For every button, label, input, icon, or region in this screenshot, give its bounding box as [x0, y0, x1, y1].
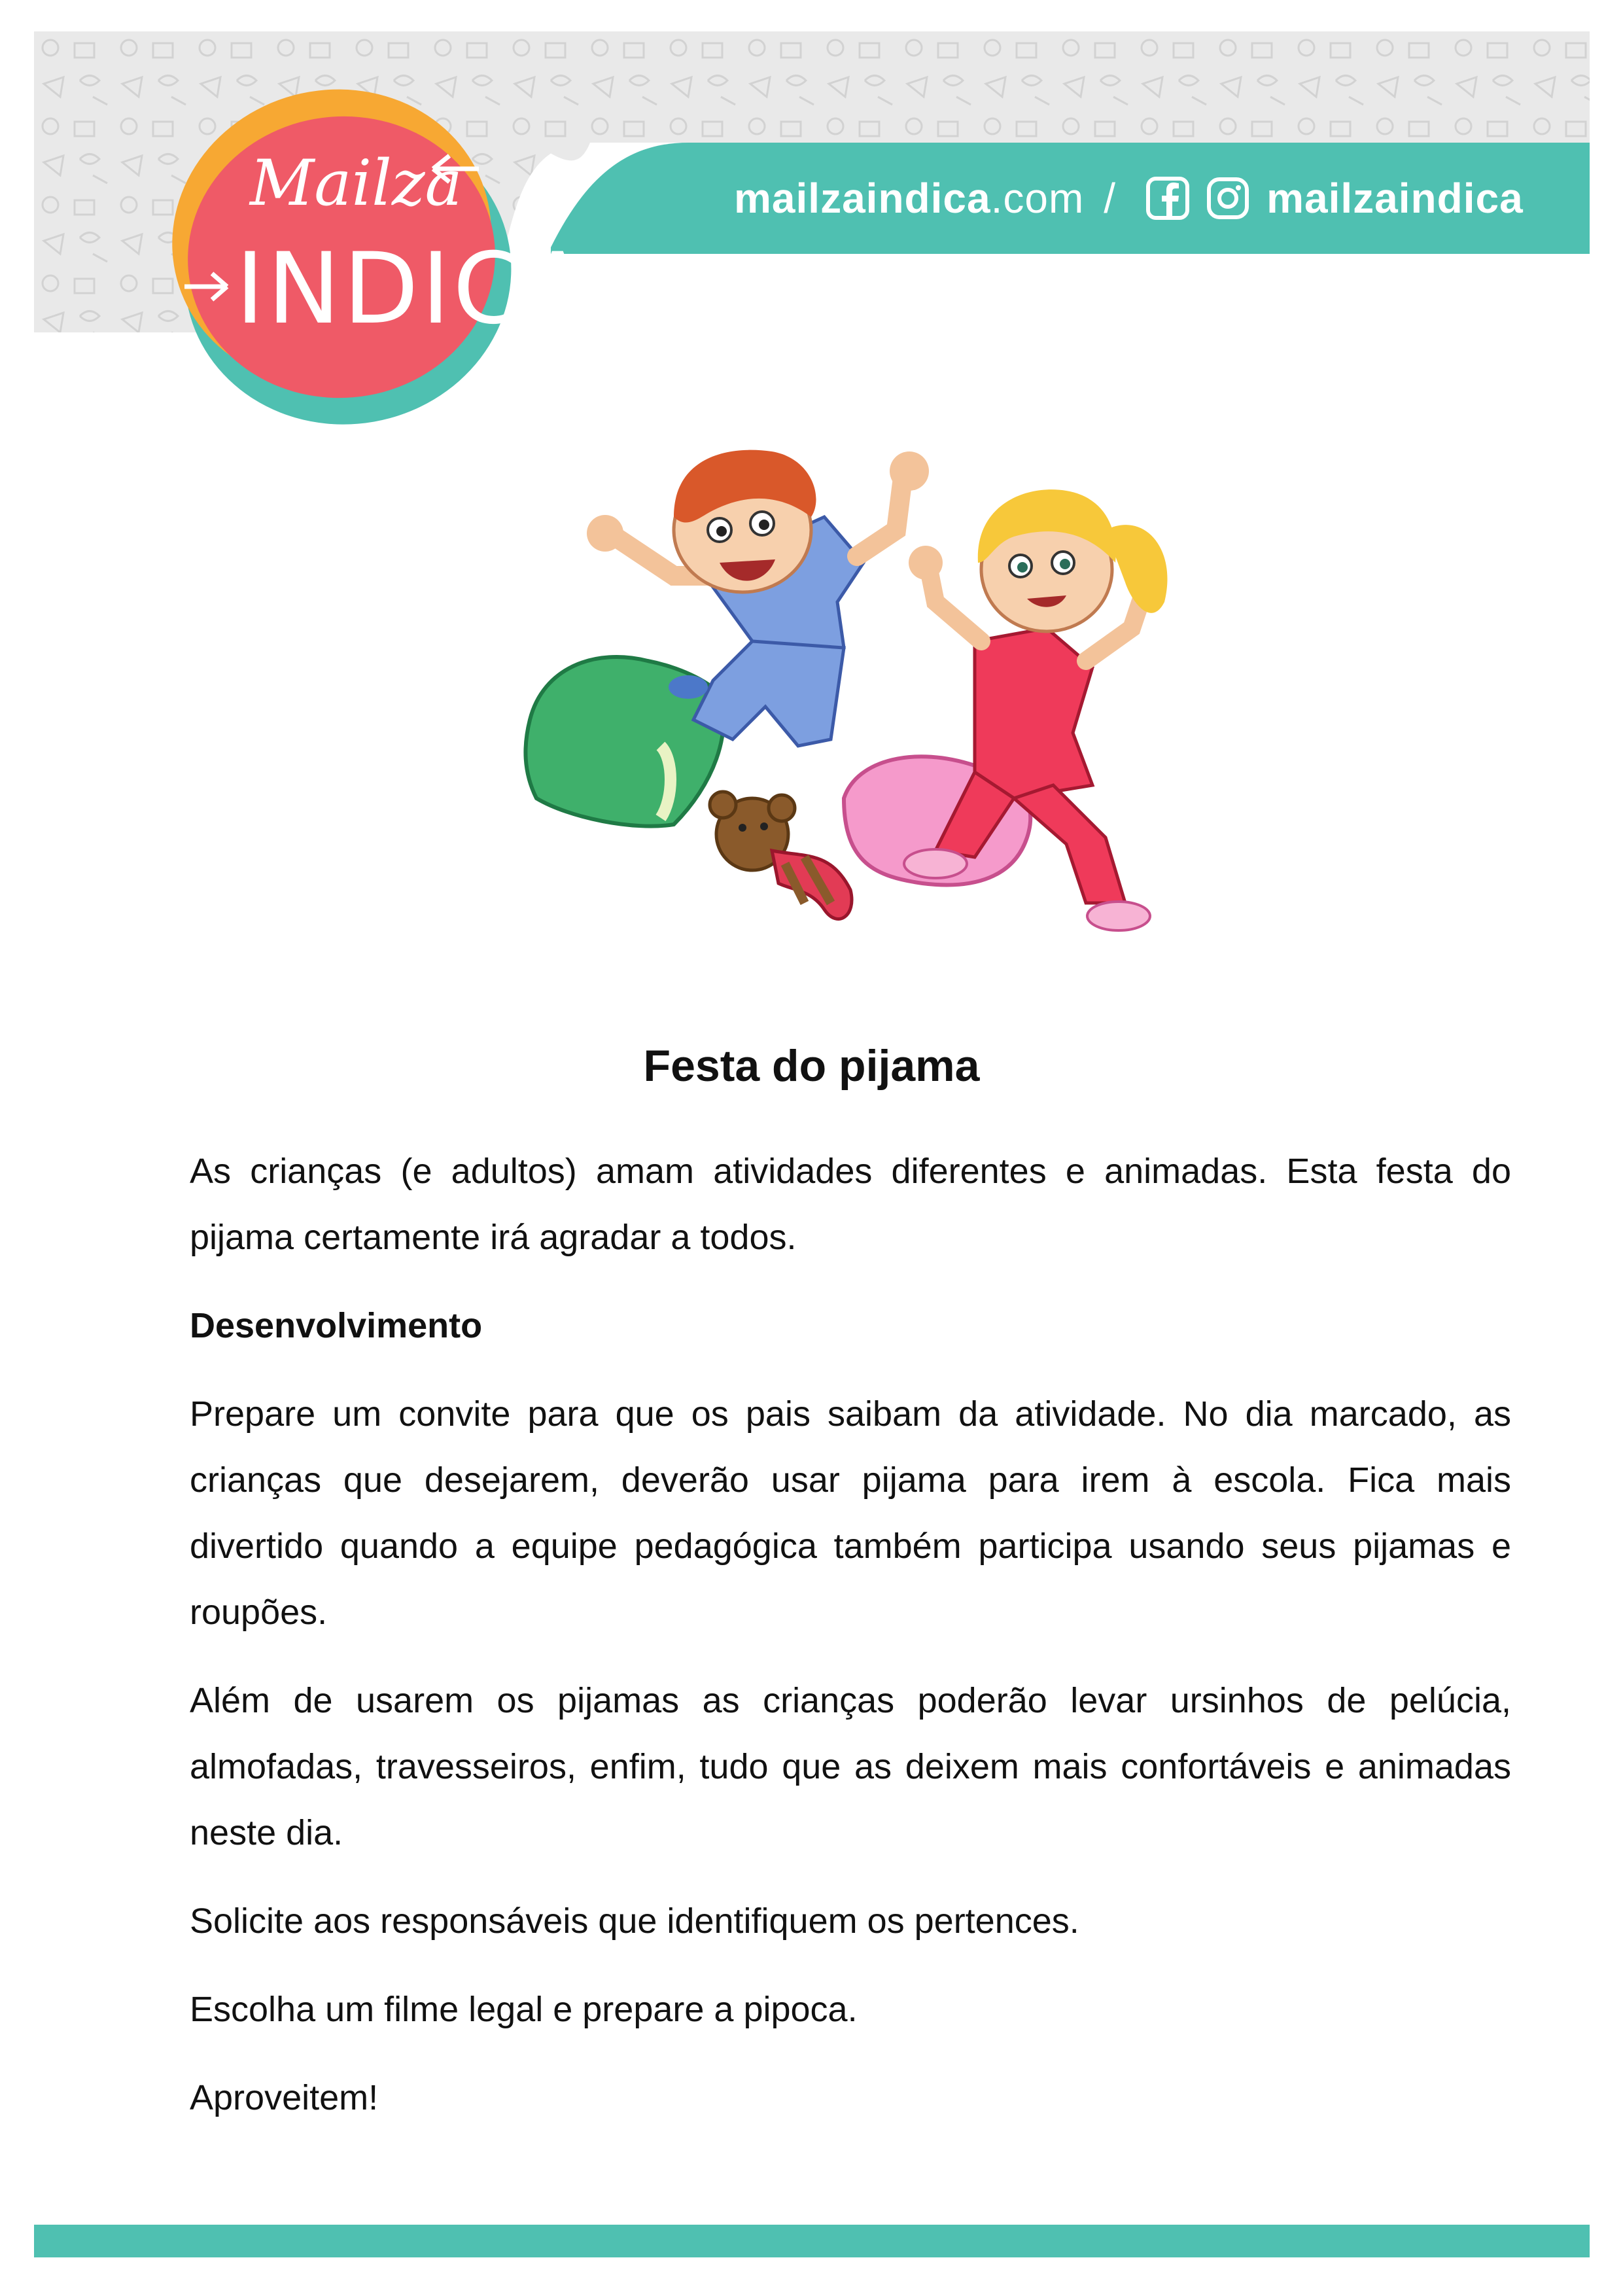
paragraph-2: Além de usarem os pijamas as crianças poderão levar ursinhos de pelúcia, almofadas, travesseiros, enfim, tudo que as deixem mais confortáveis e animadas neste dia.: [190, 1681, 1511, 1852]
instagram-icon[interactable]: [1206, 177, 1249, 220]
logo-bottom-text: INDICA: [236, 232, 594, 346]
mailza-indica-logo: [152, 77, 594, 444]
paragraph-1: Prepare um convite para que os pais saibam da atividade. No dia marcado, as crianças que desejarem, deverão usar pijama para irem à escola. Fica mais divertido quando a equipe pedagógica também participa usando seus pijamas e roupões.: [190, 1394, 1511, 1632]
site-domain[interactable]: mailzaindica: [734, 175, 991, 222]
social-links: [1146, 174, 1524, 222]
document-title: Festa do pijama: [643, 1041, 980, 1091]
separator: /: [1104, 175, 1117, 222]
children-pajama-party-illustration: [517, 432, 1184, 981]
social-handle[interactable]: mailzaindica: [1266, 175, 1524, 222]
document-body: [190, 1139, 1511, 2153]
section-heading: Desenvolvimento: [190, 1306, 483, 1345]
teddy-bear-toy: [710, 792, 852, 919]
site-info: [734, 166, 1524, 231]
intro-paragraph: As crianças (e adultos) amam atividades diferentes e animadas. Esta festa do pijama certamente irá agradar a todos.: [190, 1152, 1511, 1257]
logo-top-text: Mailza: [250, 147, 462, 220]
girl-sitting: [904, 489, 1167, 930]
facebook-icon[interactable]: [1146, 177, 1189, 220]
paragraph-5: Aproveitem!: [190, 2078, 379, 2117]
page-header: [34, 31, 1590, 346]
paragraph-3: Solicite aos responsáveis que identifiquem os pertences.: [190, 1901, 1079, 1941]
site-tld[interactable]: .com: [990, 175, 1085, 222]
footer-bar: [34, 2225, 1590, 2257]
paragraph-4: Escolha um filme legal e prepare a pipoca.: [190, 1990, 858, 2029]
